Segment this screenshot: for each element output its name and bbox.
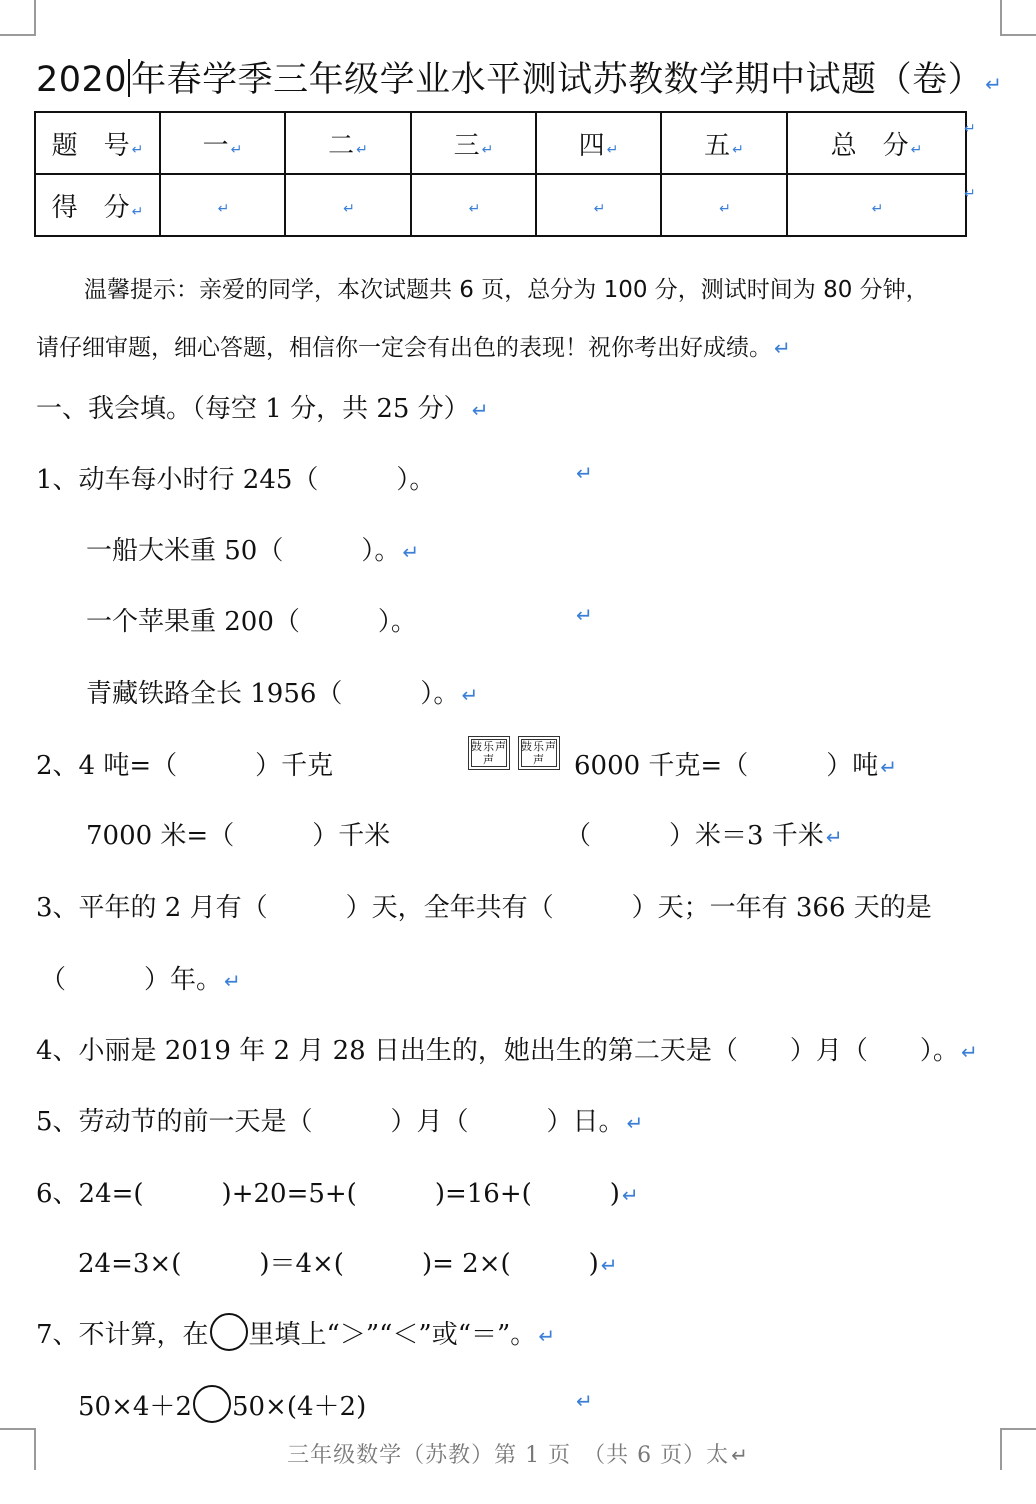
question-2a-left[interactable]: 2、4 吨=（ ）千克: [36, 751, 334, 781]
decorative-stamp: 鼓乐声声: [518, 736, 560, 770]
paragraph-mark-icon: ↵: [471, 398, 489, 422]
question-5[interactable]: 5、劳动节的前一天是（ ）月（ ）日。 ↵: [36, 1107, 644, 1137]
paragraph-mark-icon: ↵: [224, 969, 241, 993]
question-7[interactable]: 7、不计算，在 里填上“＞”“＜”或“＝”。 ↵: [36, 1313, 555, 1351]
title-year: 2020: [36, 60, 128, 100]
title-text: 年春学季三年级学业水平测试苏教数学期中试题（卷）: [131, 60, 984, 100]
question-6b[interactable]: 24=3×( )＝4×( )= 2×( ) ↵: [78, 1249, 618, 1279]
score-table-col-4: 四 ↵: [536, 112, 661, 174]
score-cell[interactable]: ↵: [661, 174, 787, 236]
score-cell[interactable]: ↵: [536, 174, 661, 236]
paragraph-mark-icon: ↵: [731, 1443, 749, 1467]
question-2b-left[interactable]: 7000 米=（ ）千米: [86, 821, 391, 851]
row-end-mark-icon: ↵: [964, 121, 976, 137]
paragraph-mark-icon: ↵: [576, 461, 593, 485]
score-cell-total[interactable]: ↵: [787, 174, 966, 236]
crop-mark-top-left: [0, 0, 36, 36]
paragraph-mark-icon: ↵: [600, 1253, 618, 1277]
question-6a[interactable]: 6、24=( )+20=5+( )=16+( ) ↵: [36, 1179, 639, 1209]
question-7-expression[interactable]: 50×4＋2 50×(4＋2): [78, 1385, 366, 1423]
score-cell[interactable]: ↵: [411, 174, 536, 236]
question-3a[interactable]: 3、平年的 2 月有（ ）天，全年共有（ ）天；一年有 366 天的是: [36, 893, 932, 923]
paragraph-mark-icon: ↵: [402, 540, 420, 564]
paragraph-mark-icon: ↵: [576, 603, 593, 627]
question-2b-right[interactable]: （ ）米＝3 千米 ↵: [565, 821, 843, 851]
question-4[interactable]: 4、小丽是 2019 年 2 月 28 日出生的，她出生的第二天是（ ）月（ ）。 ↵: [36, 1036, 978, 1066]
comparison-circle-input[interactable]: [193, 1385, 231, 1423]
paragraph-mark-icon: ↵: [825, 825, 843, 849]
notice-line-2[interactable]: 请仔细审题，细心答题，相信你一定会有出色的表现！祝你考出好成绩。 ↵: [36, 335, 791, 361]
question-3b[interactable]: （ ）年。 ↵: [40, 965, 241, 995]
score-table-col-2: 二 ↵: [285, 112, 411, 174]
score-table-col-total: 总 分 ↵: [787, 112, 966, 174]
score-table-col-5: 五 ↵: [661, 112, 787, 174]
question-1a[interactable]: 1、动车每小时行 245（ ）。: [36, 465, 436, 495]
notice-line-1[interactable]: 温馨提示：亲爱的同学，本次试题共 6 页，总分为 100 分，测试时间为 80 分钟，: [84, 277, 929, 303]
paragraph-mark-icon: ↵: [461, 683, 479, 707]
page-title[interactable]: [36, 52, 1002, 102]
paragraph-mark-icon: ↵: [538, 1324, 556, 1348]
paragraph-mark-icon: ↵: [621, 1183, 639, 1207]
score-table-header-label: 题 号 ↵: [35, 112, 160, 174]
score-table-col-1: 一 ↵: [160, 112, 285, 174]
paragraph-mark-icon: ↵: [576, 1389, 593, 1413]
paragraph-mark-icon: ↵: [960, 1040, 978, 1064]
decorative-stamp: 鼓乐声声: [468, 736, 510, 770]
score-table-score-label: 得 分 ↵: [35, 174, 160, 236]
question-1c[interactable]: 一个苹果重 200（ ）。: [86, 607, 417, 637]
score-cell[interactable]: ↵: [285, 174, 411, 236]
question-1d[interactable]: 青藏铁路全长 1956（ ）。 ↵: [86, 679, 479, 709]
score-table-score-row: [35, 174, 966, 236]
paragraph-mark-icon: ↵: [880, 755, 897, 779]
crop-mark-top-right: [1000, 0, 1036, 36]
paragraph-mark-icon: ↵: [985, 72, 1003, 96]
score-cell[interactable]: ↵: [160, 174, 285, 236]
score-table: [34, 111, 967, 237]
text-cursor: [128, 59, 130, 97]
row-end-mark-icon: ↵: [964, 186, 976, 202]
score-table-col-3: 三 ↵: [411, 112, 536, 174]
page-footer: 三年级数学（苏教）第 1 页 （共 6 页）太 ↵: [287, 1443, 749, 1468]
question-1b[interactable]: 一船大米重 50（ ）。 ↵: [86, 536, 420, 566]
circle-blank-icon: [210, 1313, 248, 1351]
question-2a-right[interactable]: 6000 千克=（ ）吨 ↵: [574, 751, 897, 781]
section-heading[interactable]: 一、我会填。（每空 1 分，共 25 分） ↵: [36, 394, 489, 424]
score-table-header-row: [35, 112, 966, 174]
paragraph-mark-icon: ↵: [626, 1111, 644, 1135]
paragraph-mark-icon: ↵: [774, 336, 791, 360]
